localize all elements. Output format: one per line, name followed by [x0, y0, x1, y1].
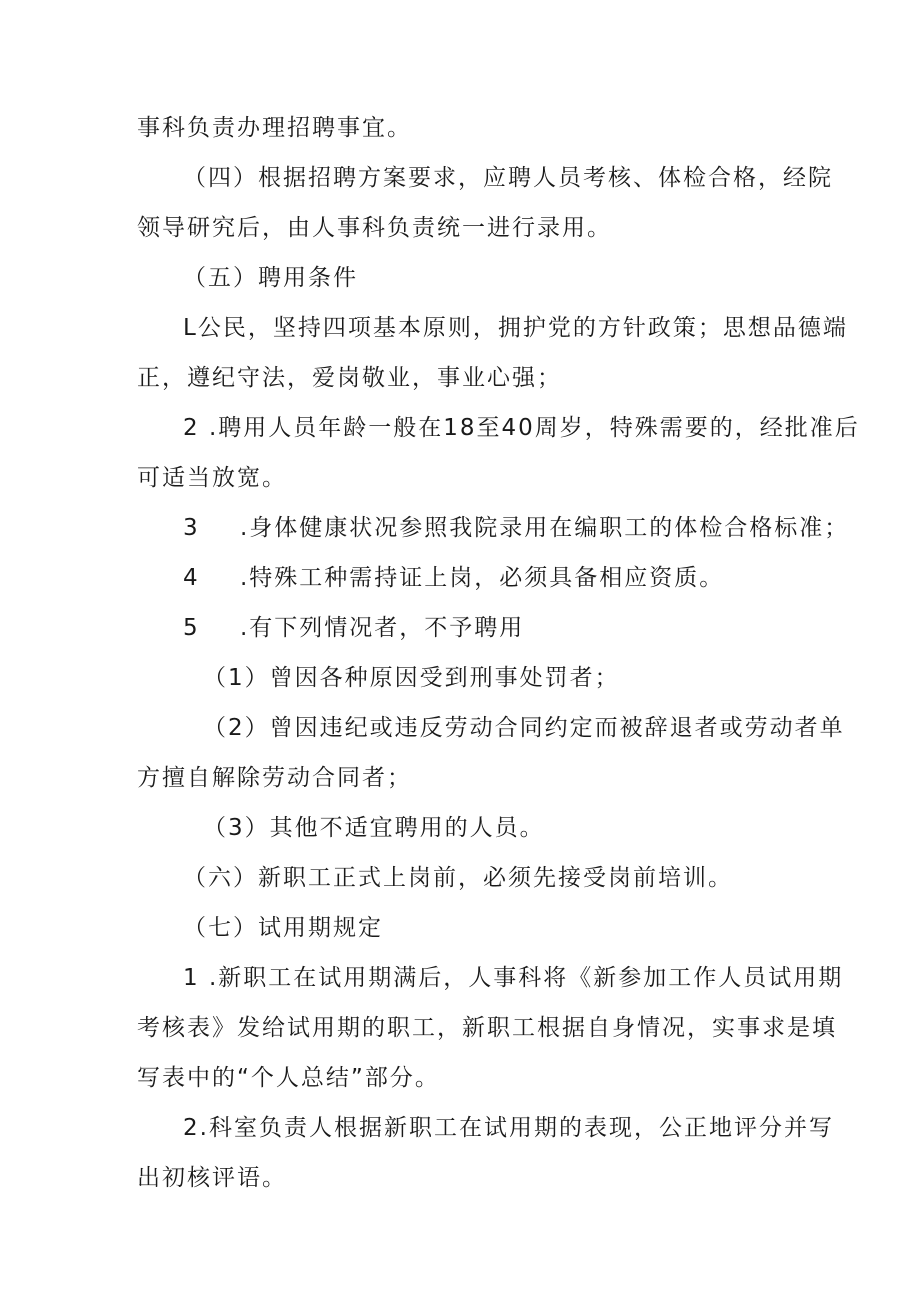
text-line: 正，遵纪守法，爱岗敬业，事业心强；: [137, 365, 562, 391]
list-item: .身体健康状况参照我院录用在编职工的体检合格标准；: [240, 515, 850, 541]
sub-list-item: （3）其他不适宜聘用的人员。: [203, 815, 545, 841]
text-line: 方擅自解除劳动合同者；: [137, 765, 412, 791]
list-item: 2.科室负责人根据新职工在试用期的表现，公正地评分并写: [183, 1115, 834, 1141]
section-heading-6: （六）新职工正式上岗前，必须先接受岗前培训。: [183, 865, 733, 891]
text-line: 领导研究后，由人事科负责统一进行录用。: [137, 215, 612, 241]
list-item-number: 5: [183, 615, 200, 641]
text-line: 考核表》发给试用期的职工，新职工根据自身情况，实事求是填: [137, 1015, 837, 1041]
sub-list-item: （2）曾因违纪或违反劳动合同约定而被辞退者或劳动者单: [203, 715, 845, 741]
section-heading-4: （四）根据招聘方案要求，应聘人员考核、体检合格，经院: [183, 165, 833, 191]
list-item: L公民，坚持四项基本原则，拥护党的方针政策；思想品德端: [183, 315, 848, 341]
list-item: 1 .新职工在试用期满后，人事科将《新参加工作人员试用期: [183, 965, 844, 991]
text-line: 出初核评语。: [137, 1165, 287, 1191]
sub-list-item: （1）曾因各种原因受到刑事处罚者；: [203, 665, 620, 691]
list-item: .特殊工种需持证上岗，必须具备相应资质。: [240, 565, 725, 591]
list-item-number: 3: [183, 515, 200, 541]
section-heading-7: （七）试用期规定: [183, 915, 383, 941]
text-line: 可适当放宽。: [137, 465, 287, 491]
text-line: 事科负责办理招聘事宜。: [137, 115, 412, 141]
list-item-number: 4: [183, 565, 200, 591]
list-item: .有下列情况者，不予聘用: [240, 615, 525, 641]
text-line: 写表中的“个人总结”部分。: [137, 1065, 440, 1091]
list-item: 2 .聘用人员年龄一般在18至40周岁，特殊需要的，经批准后: [183, 415, 860, 441]
section-heading-5: （五）聘用条件: [183, 265, 358, 291]
